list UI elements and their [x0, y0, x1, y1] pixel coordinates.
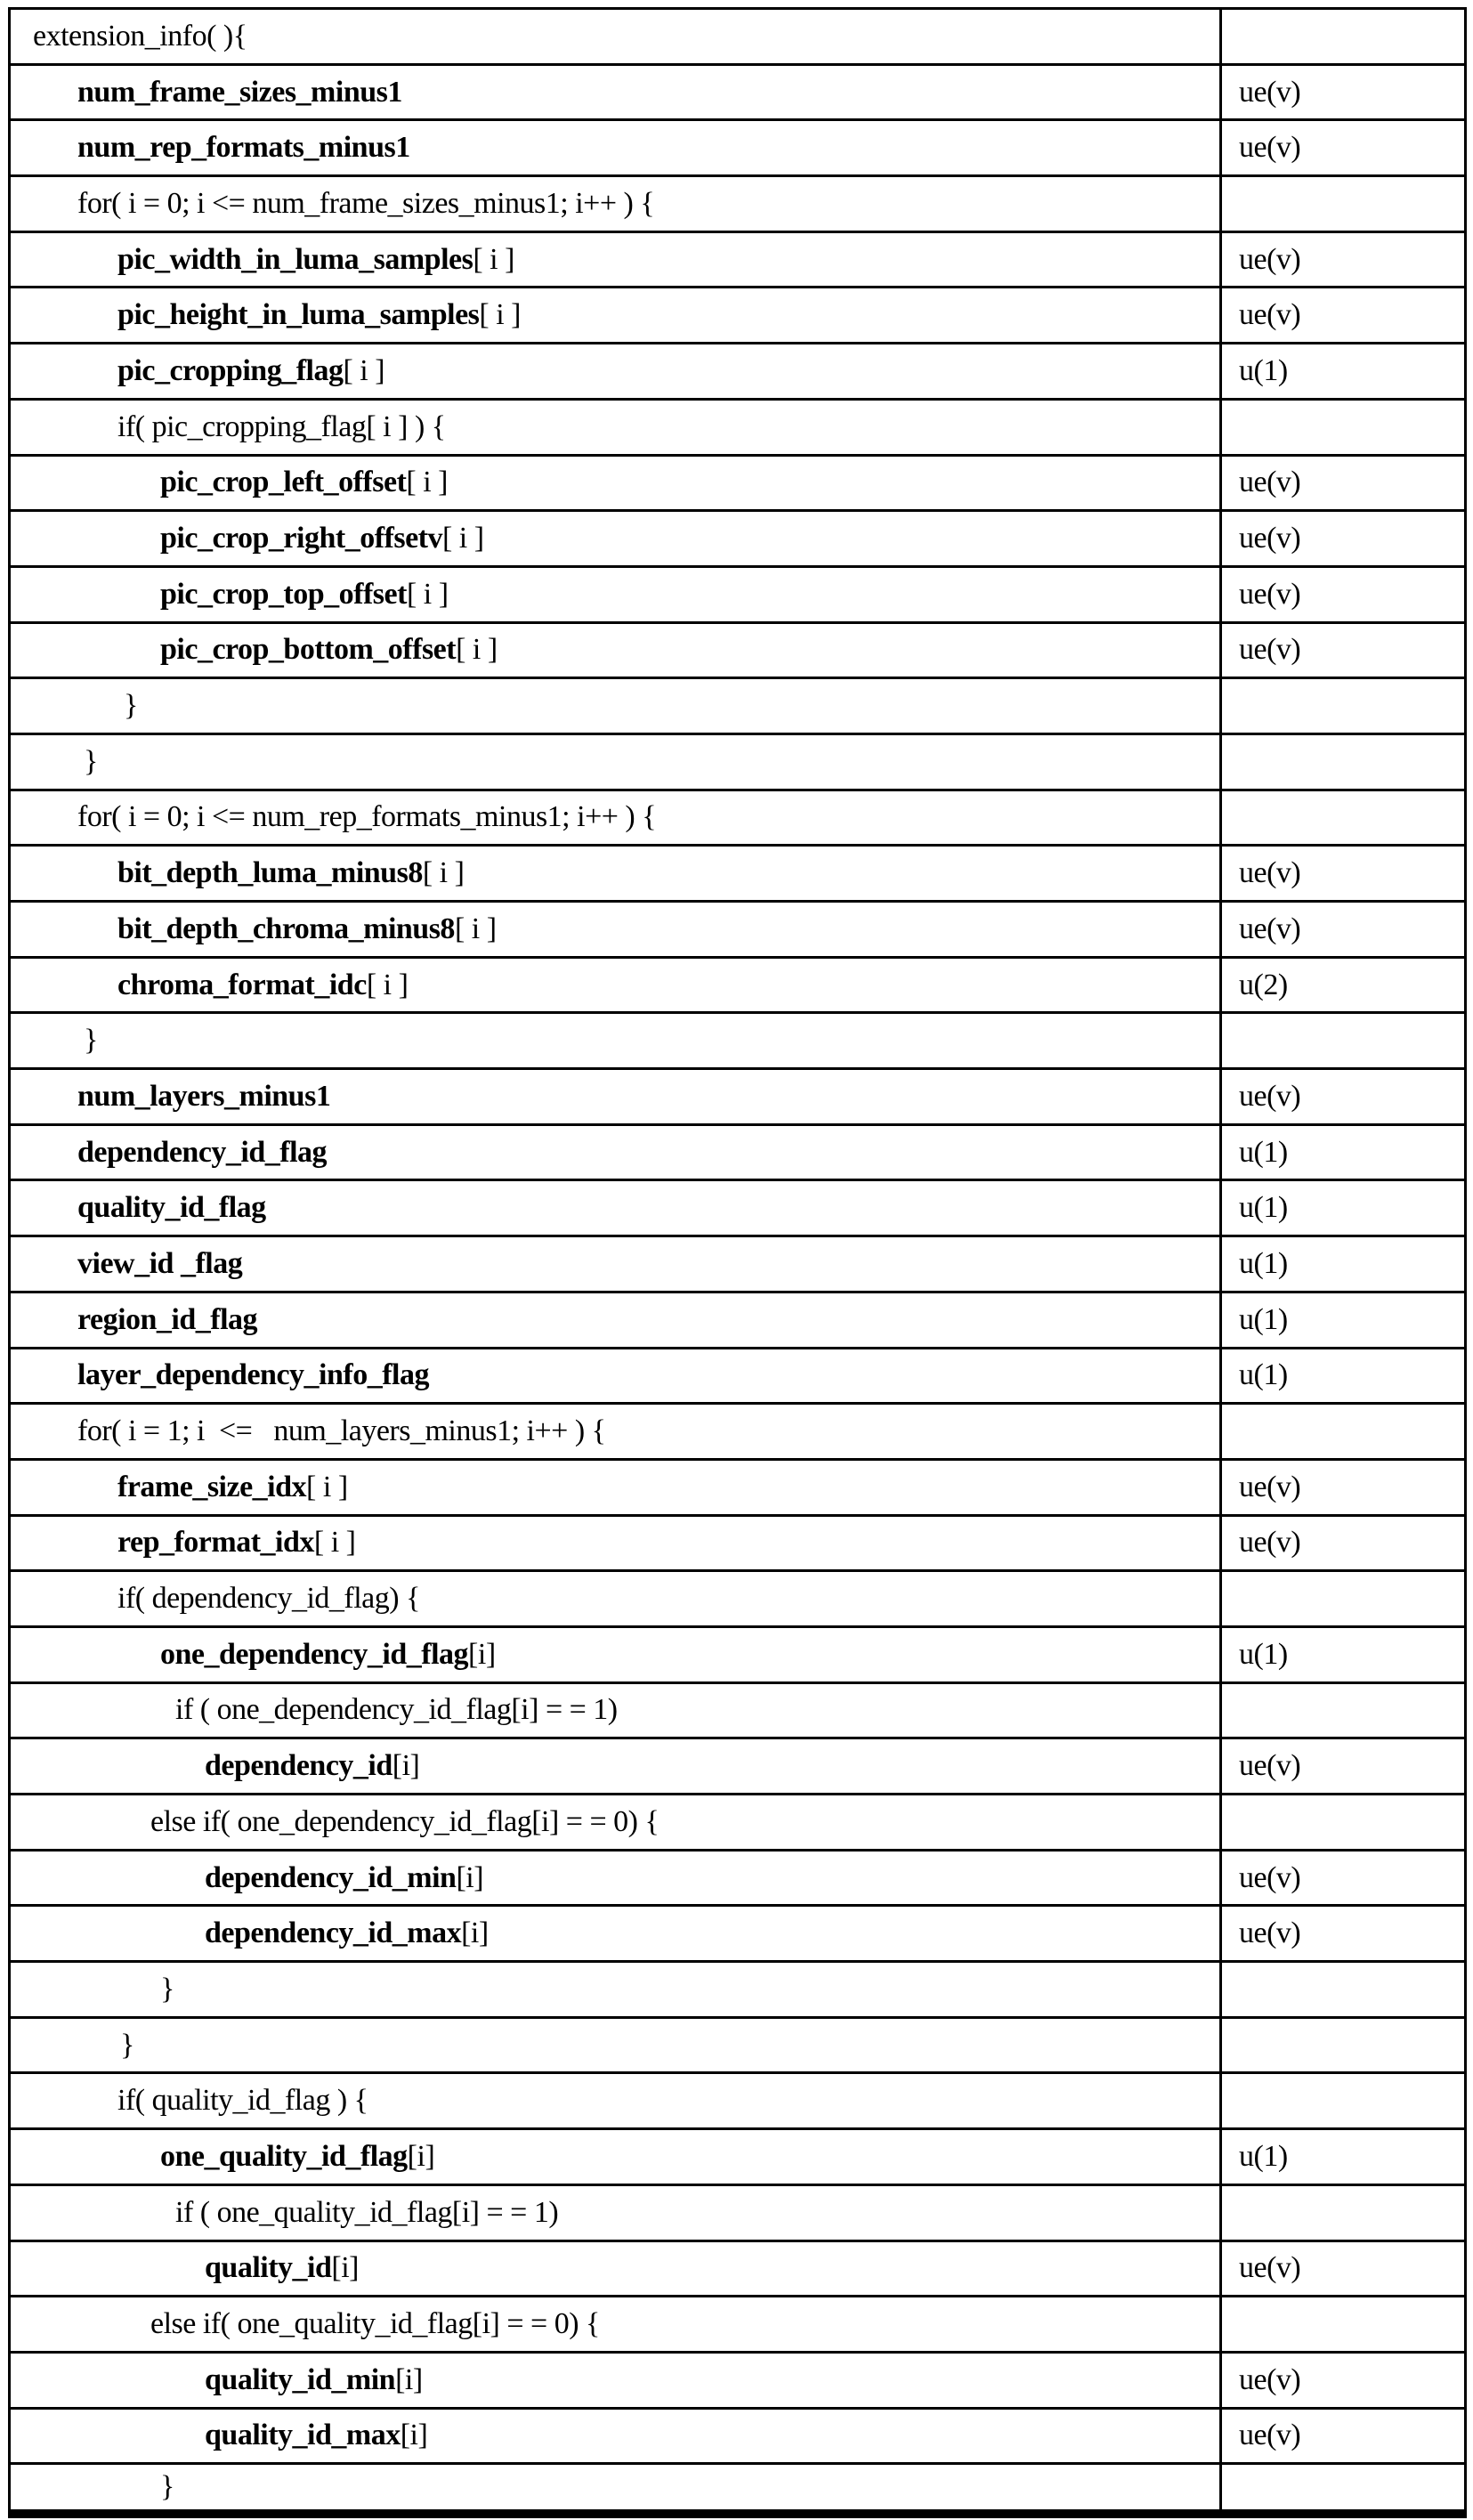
- descriptor-cell: ue(v): [1219, 1907, 1464, 1960]
- descriptor-cell: [1219, 177, 1464, 231]
- table-row: [11, 1405, 1464, 1461]
- descriptor-cell: u(1): [1219, 1628, 1464, 1681]
- descriptor-cell: [1219, 1572, 1464, 1625]
- table-row: [11, 959, 1464, 1015]
- syntax-text: }: [120, 2028, 134, 2062]
- descriptor-cell: ue(v): [1219, 1852, 1464, 1905]
- syntax-cell: [11, 1852, 1219, 1905]
- table-row: [11, 1684, 1464, 1740]
- syntax-text: extension_info( ){: [33, 19, 247, 53]
- syntax-cell: [11, 457, 1219, 510]
- descriptor-cell: [1219, 2074, 1464, 2127]
- descriptor-cell: u(2): [1219, 959, 1464, 1012]
- table-row: [11, 1852, 1464, 1908]
- syntax-cell: [11, 344, 1219, 398]
- syntax-text: [ i ]: [306, 1470, 348, 1503]
- table-row: [11, 1907, 1464, 1963]
- syntax-text: [ i ]: [473, 242, 514, 276]
- syntax-cell: [11, 735, 1219, 789]
- syntax-text: [i]: [400, 2419, 428, 2452]
- syntax-element-name: dependency_id_max: [205, 1916, 462, 1950]
- syntax-cell: [11, 2130, 1219, 2184]
- syntax-element-name: pic_height_in_luma_samples: [117, 298, 480, 332]
- syntax-element-name: one_quality_id_flag: [160, 2139, 408, 2173]
- descriptor-cell: [1219, 1963, 1464, 2016]
- descriptor-cell: [1219, 401, 1464, 454]
- descriptor-cell: ue(v): [1219, 288, 1464, 342]
- syntax-cell: [11, 2242, 1219, 2296]
- syntax-cell: [11, 1070, 1219, 1123]
- table-row: [11, 847, 1464, 903]
- table-row: [11, 735, 1464, 791]
- syntax-element-name: pic_crop_top_offset: [160, 577, 407, 611]
- syntax-element-name: region_id_flag: [77, 1302, 258, 1336]
- descriptor-cell: ue(v): [1219, 624, 1464, 677]
- syntax-cell: [11, 233, 1219, 287]
- table-row: [11, 1461, 1464, 1517]
- syntax-element-name: pic_crop_left_offset: [160, 466, 407, 499]
- descriptor-cell: u(1): [1219, 1349, 1464, 1403]
- descriptor-cell: ue(v): [1219, 512, 1464, 565]
- syntax-text: [ i ]: [454, 912, 497, 945]
- syntax-cell: [11, 1126, 1219, 1179]
- syntax-element-name: quality_id_min: [205, 2362, 396, 2396]
- syntax-cell: [11, 288, 1219, 342]
- descriptor-cell: u(1): [1219, 1181, 1464, 1235]
- syntax-cell: [11, 1293, 1219, 1347]
- descriptor-cell: u(1): [1219, 1237, 1464, 1291]
- descriptor-cell: [1219, 1014, 1464, 1067]
- table-row: [11, 288, 1464, 344]
- table-row: [11, 2019, 1464, 2075]
- table-row: [11, 2354, 1464, 2410]
- syntax-text: [i]: [392, 1749, 420, 1783]
- table-row: [11, 121, 1464, 177]
- table-row: [11, 344, 1464, 401]
- table-row: [11, 2297, 1464, 2354]
- syntax-text: }: [160, 1972, 174, 2005]
- syntax-cell: [11, 10, 1219, 63]
- syntax-cell: [11, 568, 1219, 621]
- table-row: [11, 177, 1464, 233]
- table-row: [11, 1181, 1464, 1237]
- syntax-element-name: quality_id: [205, 2251, 332, 2285]
- syntax-element-name: pic_crop_bottom_offset: [160, 633, 457, 667]
- table-row: [11, 1070, 1464, 1126]
- table-row: [11, 624, 1464, 680]
- descriptor-cell: [1219, 10, 1464, 63]
- descriptor-cell: u(1): [1219, 2130, 1464, 2184]
- syntax-text: if( pic_cropping_flag[ i ] ) {: [117, 409, 446, 443]
- syntax-text: else if( one_quality_id_flag[i] = = 0) {: [150, 2307, 600, 2341]
- syntax-cell: [11, 1349, 1219, 1403]
- syntax-text: [i]: [395, 2362, 423, 2396]
- syntax-element-name: dependency_id: [205, 1749, 393, 1783]
- syntax-cell: [11, 2410, 1219, 2463]
- syntax-cell: [11, 1014, 1219, 1067]
- syntax-cell: [11, 1461, 1219, 1514]
- syntax-cell: [11, 1181, 1219, 1235]
- descriptor-cell: ue(v): [1219, 1070, 1464, 1123]
- descriptor-cell: ue(v): [1219, 847, 1464, 900]
- syntax-text: for( i = 0; i <= num_frame_sizes_minus1; i++ ) {: [77, 186, 655, 220]
- syntax-cell: [11, 791, 1219, 845]
- syntax-element-name: quality_id_max: [205, 2419, 401, 2452]
- syntax-text: [i]: [461, 1916, 489, 1950]
- syntax-cell: [11, 1237, 1219, 1291]
- syntax-text: }: [124, 689, 138, 723]
- descriptor-cell: [1219, 1684, 1464, 1738]
- syntax-cell: [11, 2354, 1219, 2407]
- descriptor-cell: ue(v): [1219, 903, 1464, 956]
- table-row: [11, 679, 1464, 735]
- syntax-element-name: num_layers_minus1: [77, 1079, 331, 1113]
- syntax-cell: [11, 847, 1219, 900]
- syntax-text: [ i ]: [366, 968, 409, 1001]
- table-row: [11, 903, 1464, 959]
- table-row: [11, 568, 1464, 624]
- syntax-cell: [11, 2074, 1219, 2127]
- table-row: [11, 512, 1464, 568]
- syntax-cell: [11, 121, 1219, 174]
- descriptor-cell: ue(v): [1219, 121, 1464, 174]
- syntax-cell: [11, 1405, 1219, 1458]
- table-row: [11, 2410, 1464, 2466]
- syntax-cell: [11, 679, 1219, 733]
- syntax-cell: [11, 2297, 1219, 2351]
- descriptor-cell: ue(v): [1219, 1517, 1464, 1570]
- syntax-text: [ i ]: [441, 522, 484, 555]
- syntax-element-name: num_rep_formats_minus1: [77, 131, 410, 165]
- table-row: [11, 2186, 1464, 2242]
- table-row: [11, 1795, 1464, 1852]
- descriptor-cell: ue(v): [1219, 66, 1464, 119]
- descriptor-cell: [1219, 2297, 1464, 2351]
- table-row: [11, 1517, 1464, 1573]
- table-row: [11, 2074, 1464, 2130]
- syntax-element-name: rep_format_idx: [117, 1526, 314, 1560]
- descriptor-cell: ue(v): [1219, 568, 1464, 621]
- syntax-cell: [11, 512, 1219, 565]
- syntax-element-name: bit_depth_chroma_minus8: [117, 912, 455, 945]
- syntax-element-name: pic_width_in_luma_samples: [117, 242, 473, 276]
- descriptor-cell: [1219, 2465, 1464, 2509]
- syntax-text: }: [84, 1024, 98, 1057]
- descriptor-cell: [1219, 679, 1464, 733]
- descriptor-cell: [1219, 791, 1464, 845]
- descriptor-cell: ue(v): [1219, 2242, 1464, 2296]
- table-row: [11, 10, 1464, 66]
- descriptor-cell: [1219, 2186, 1464, 2240]
- table-row: [11, 1237, 1464, 1293]
- descriptor-cell: u(1): [1219, 1293, 1464, 1347]
- table-row: [11, 1293, 1464, 1349]
- syntax-cell: [11, 2019, 1219, 2072]
- syntax-cell: [11, 2465, 1219, 2509]
- syntax-text: [i]: [468, 1637, 496, 1671]
- descriptor-cell: ue(v): [1219, 233, 1464, 287]
- syntax-text: [ i ]: [343, 353, 385, 387]
- table-row: [11, 1572, 1464, 1628]
- syntax-cell: [11, 1517, 1219, 1570]
- syntax-text: [ i ]: [422, 856, 465, 890]
- descriptor-cell: ue(v): [1219, 457, 1464, 510]
- syntax-element-name: pic_crop_right_offsetv: [160, 522, 442, 555]
- syntax-cell: [11, 1963, 1219, 2016]
- syntax-element-name: dependency_id_min: [205, 1860, 457, 1894]
- table-row: [11, 1349, 1464, 1406]
- table-row: [11, 1126, 1464, 1182]
- table-row: [11, 2242, 1464, 2298]
- syntax-cell: [11, 1795, 1219, 1849]
- syntax-element-name: quality_id_flag: [77, 1191, 266, 1225]
- syntax-text: }: [160, 2470, 174, 2504]
- table-row: [11, 2465, 1464, 2509]
- syntax-element-name: one_dependency_id_flag: [160, 1637, 469, 1671]
- table-row: [11, 401, 1464, 457]
- syntax-text: [ i ]: [479, 298, 521, 332]
- descriptor-cell: [1219, 2019, 1464, 2072]
- table-row: [11, 1628, 1464, 1684]
- syntax-element-name: num_frame_sizes_minus1: [77, 75, 402, 109]
- syntax-element-name: dependency_id_flag: [77, 1135, 328, 1169]
- descriptor-cell: [1219, 1405, 1464, 1458]
- descriptor-cell: ue(v): [1219, 1739, 1464, 1793]
- table-row: [11, 791, 1464, 847]
- syntax-cell: [11, 1684, 1219, 1738]
- syntax-element-name: bit_depth_luma_minus8: [117, 856, 423, 890]
- syntax-text: [ i ]: [313, 1526, 356, 1560]
- syntax-text: [ i ]: [406, 577, 449, 611]
- syntax-text: [i]: [456, 1860, 484, 1894]
- syntax-text: }: [84, 744, 98, 778]
- syntax-cell: [11, 66, 1219, 119]
- syntax-element-name: pic_cropping_flag: [117, 353, 344, 387]
- descriptor-cell: ue(v): [1219, 1461, 1464, 1514]
- syntax-text: if( dependency_id_flag) {: [117, 1582, 420, 1616]
- syntax-element-name: layer_dependency_info_flag: [77, 1358, 429, 1392]
- syntax-element-name: frame_size_idx: [117, 1470, 307, 1503]
- table-row: [11, 1014, 1464, 1070]
- table-row: [11, 1739, 1464, 1795]
- syntax-cell: [11, 1739, 1219, 1793]
- descriptor-cell: u(1): [1219, 344, 1464, 398]
- syntax-text: [i]: [331, 2251, 359, 2285]
- descriptor-cell: u(1): [1219, 1126, 1464, 1179]
- syntax-cell: [11, 1572, 1219, 1625]
- syntax-text: [i]: [407, 2139, 435, 2173]
- syntax-element-name: view_id _flag: [77, 1246, 243, 1280]
- syntax-text: [ i ]: [406, 466, 448, 499]
- syntax-cell: [11, 1628, 1219, 1681]
- table-row: [11, 233, 1464, 289]
- syntax-text: if ( one_quality_id_flag[i] = = 1): [175, 2195, 559, 2229]
- descriptor-cell: ue(v): [1219, 2410, 1464, 2463]
- syntax-text: if( quality_id_flag ) {: [117, 2084, 368, 2118]
- descriptor-cell: [1219, 1795, 1464, 1849]
- descriptor-cell: ue(v): [1219, 2354, 1464, 2407]
- syntax-cell: [11, 1907, 1219, 1960]
- syntax-cell: [11, 959, 1219, 1012]
- table-row: [11, 2130, 1464, 2186]
- syntax-text: for( i = 0; i <= num_rep_formats_minus1; i++ ) {: [77, 800, 657, 834]
- syntax-element-name: chroma_format_idc: [117, 968, 367, 1001]
- syntax-cell: [11, 624, 1219, 677]
- syntax-text: if ( one_dependency_id_flag[i] = = 1): [175, 1693, 618, 1727]
- table-row: [11, 1963, 1464, 2019]
- syntax-text: [ i ]: [456, 633, 498, 667]
- table-row: [11, 457, 1464, 513]
- syntax-text: else if( one_dependency_id_flag[i] = = 0) {: [150, 1804, 660, 1838]
- syntax-cell: [11, 177, 1219, 231]
- syntax-cell: [11, 2186, 1219, 2240]
- syntax-table: [8, 7, 1467, 2518]
- table-row: [11, 66, 1464, 122]
- syntax-cell: [11, 903, 1219, 956]
- syntax-cell: [11, 401, 1219, 454]
- descriptor-cell: [1219, 735, 1464, 789]
- syntax-text: for( i = 1; i <= num_layers_minus1; i++ ) {: [77, 1414, 606, 1448]
